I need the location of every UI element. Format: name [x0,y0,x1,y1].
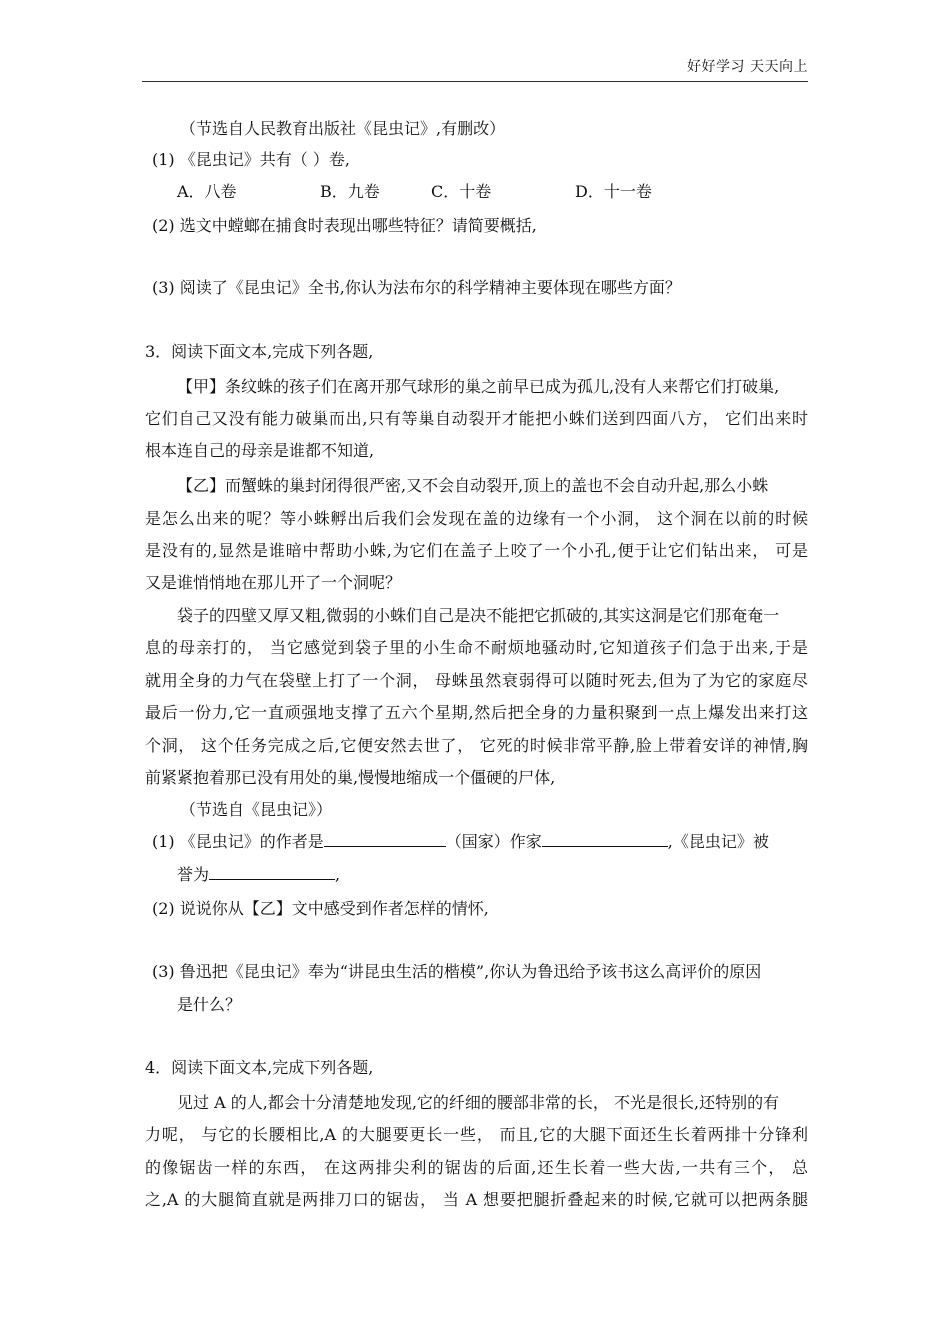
question-3-1-text: 誉为 [177,865,210,884]
passage-3-line: 就用全身的力气在袋壁上打了一个洞， 母蛛虽然衰弱得可以随时死去,但为了为它的家庭尽 [145,671,808,690]
passage-4-line: 见过 A 的人,都会十分清楚地发现,它的纤细的腰部非常的长， 不光是很长,还特别的有 [177,1093,780,1112]
question-2-1: (1) 《昆虫记》共有（ ）卷, [152,150,350,169]
passage-3-line: 最后一份力,它一直顽强地支撑了五六个星期,然后把全身的力量积聚到一点上爆发出来打这 [145,703,808,722]
section-3-heading: 3．阅读下面文本,完成下列各题, [145,342,374,361]
passage-3-line: 前紧紧抱着那已没有用处的巢,慢慢地缩成一个僵硬的尸体, [145,768,556,787]
passage-yi-line: 【乙】而蟹蛛的巢封闭得很严密,又不会自动裂开,顶上的盖也不会自动升起,那么小蛛 [177,476,769,495]
option-b: B．九卷 [320,182,380,201]
question-3-3: (3) 鲁迅把《昆虫记》奉为“讲昆虫生活的楷模”,你认为鲁迅给予该书这么高评价的原因 [152,962,762,981]
header-divider [142,81,808,82]
option-d: D．十一卷 [575,182,652,201]
question-3-1-text: ,《昆虫记》被 [667,832,769,851]
passage-4-line: 之,A 的大腿简直就是两排刀口的锯齿， 当 A 想要把腿折叠起来的时候,它就可以把两条腿 [145,1190,808,1209]
passage-yi-line: 又是谁悄悄地在那儿开了一个洞呢？ [145,573,402,592]
passage-4-line: 力呢， 与它的长腰相比,A 的大腿要更长一些， 而且,它的大腿下面还生长着两排十分锋利 [145,1125,808,1144]
source-note: （节选自人民教育出版社《昆虫记》,有删改） [180,119,506,138]
answer-blank-author[interactable] [542,832,668,847]
passage-jia-line: 【甲】条纹蛛的孩子们在离开那气球形的巢之前早已成为孤儿,没有人来帮它们打破巢, [177,377,780,396]
question-3-3-cont: 是什么？ [177,995,242,1014]
passage-yi-line: 是怎么出来的呢？等小蛛孵出后我们会发现在盖的边缘有一个小洞， 这个洞在以前的时候 [145,509,808,528]
passage-3-line: 个洞， 这个任务完成之后,它便安然去世了， 它死的时候非常平静,脸上带着安详的神情,胸 [145,736,808,755]
option-c: C．十卷 [431,182,492,201]
question-3-1 [152,832,769,852]
option-a: A．八卷 [177,182,237,201]
question-3-1-text: （国家）作家 [445,832,542,851]
question-3-1-text: (1) 《昆虫记》的作者是 [152,832,324,851]
question-2-2: (2) 选文中螳螂在捕食时表现出哪些特征？请简要概括, [152,216,537,235]
question-3-1-cont [177,865,340,885]
page-header: 好好学习 天天向上 [687,59,808,75]
passage-jia-line: 根本连自己的母亲是谁都不知道, [145,441,375,460]
section-4-heading: 4．阅读下面文本,完成下列各题, [145,1058,374,1077]
question-3-1-text: , [335,865,341,884]
passage-3-line: 息的母亲打的， 当它感觉到袋子里的小生命不耐烦地骚动时,它知道孩子们急于出来,于是 [145,638,808,657]
source-note: （节选自《昆虫记》） [180,800,333,819]
passage-4-line: 的像锯齿一样的东西， 在这两排尖利的锯齿的后面,还生长着一些大齿,一共有三个， 总 [145,1158,808,1177]
passage-3-line: 袋子的四壁又厚又粗,微弱的小蛛们自己是决不能把它抓破的,其实这洞是它们那奄奄一 [177,606,780,625]
passage-jia-line: 它们自己又没有能力破巢而出,只有等巢自动裂开才能把小蛛们送到四面八方， 它们出来时 [145,409,808,428]
question-3-2: (2) 说说你从【乙】文中感受到作者怎样的情怀, [152,899,489,918]
answer-blank-title[interactable] [209,865,335,880]
question-2-3: (3) 阅读了《昆虫记》全书,你认为法布尔的科学精神主要体现在哪些方面？ [152,278,681,297]
answer-blank-country[interactable] [324,832,446,847]
passage-yi-line: 是没有的,显然是谁暗中帮助小蛛,为它们在盖子上咬了一个小孔,便于让它们钻出来， 可是 [145,541,808,560]
